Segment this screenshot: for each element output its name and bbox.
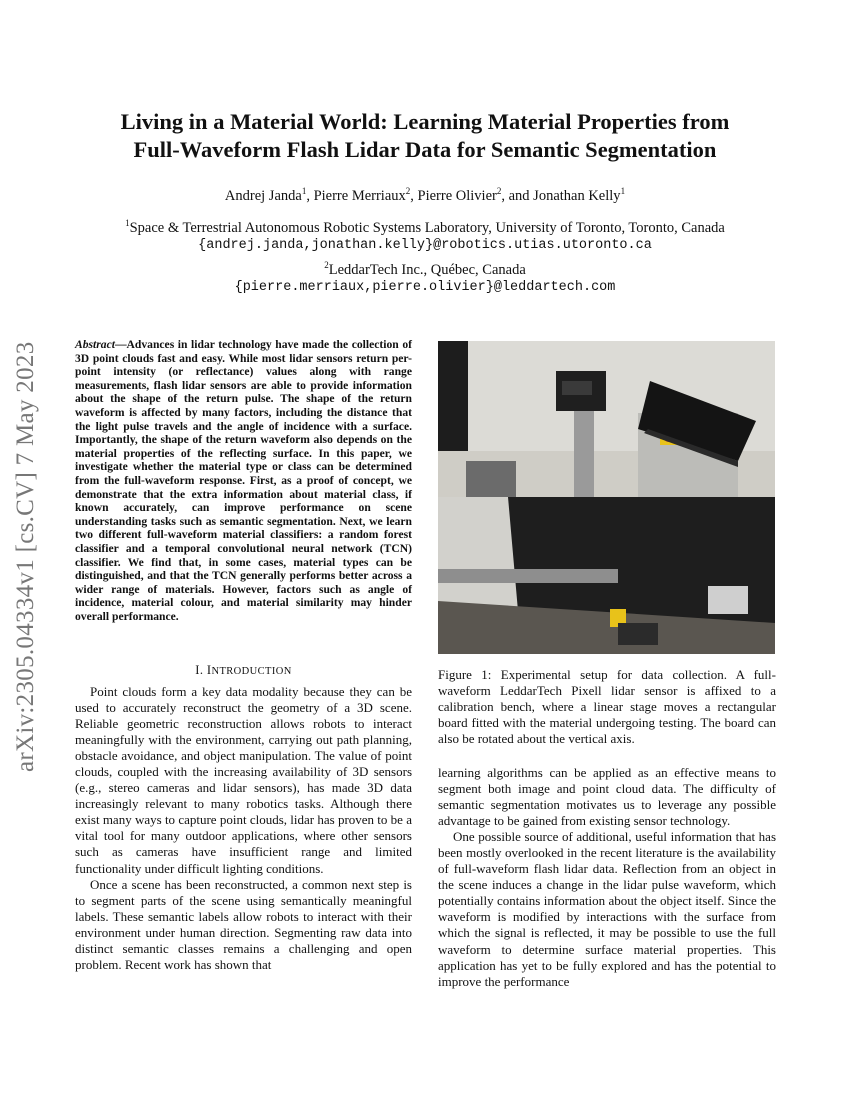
author: Andrej Janda$^1$, xyxy=(224,186,314,204)
introduction-body xyxy=(75,684,412,973)
author-list xyxy=(60,186,790,205)
figure-1-photo xyxy=(438,341,775,654)
paper-title xyxy=(60,108,790,164)
lab-setup-photo xyxy=(438,341,775,654)
abstract xyxy=(75,338,412,623)
title-line-1: Living in a Material World: Learning Material Properties from xyxy=(120,109,730,134)
title-line-2: Full-Waveform Flash Lidar Data for Semantic Segmentation xyxy=(133,137,717,162)
email-2: {pierre.merriaux,pierre.olivier}@leddartech.com xyxy=(234,280,616,295)
sensor-mount xyxy=(574,411,594,497)
pixell-lidar-icon xyxy=(708,586,748,614)
author: Jonathan Kelly$^1$ xyxy=(533,186,626,204)
figure-1-caption: Figure 1: Experimental setup for data collection. A full-waveform LeddarTech Pixell lidar sensor is affixed to a calibration bench, where a linear stage moves a rectangular board fitted with the material undergoing testing. The board can also be rotated about the vertical axis. xyxy=(438,667,776,747)
paragraph: Once a scene has been reconstructed, a common next step is to segment parts of the scene using semantically meaningful labels. These semantic labels allow robots to interact with their environment under human direction. Segmenting raw data into distinct semantic classes remains a challenging and open problem. Recent work has shown that xyxy=(75,876,412,972)
abstract-label: Abstract xyxy=(75,338,115,351)
email-1: {andrej.janda,jonathan.kelly}@robotics.utias.utoronto.ca xyxy=(198,238,652,253)
abstract-text: —Advances in lidar technology have made the collection of 3D point clouds fast and easy. While most lidar sensors return per-point intensity (or reflectance) values along with range measurements, flash lidar sensors are able to provide information about the shape of the return pulse. The shape of the return waveform is affected by many factors, including the distance that the light pulse travels and the angle of incidence with a surface. Importantly, the shape of the return waveform also depends on the material properties of the reflecting surface. In this paper, we investigate whether the material type or class can be determined from the full-waveform response. First, as a proof of concept, we demonstrate that the extra information about material class, if known accurately, can improve performance on scene understanding tasks such as semantic segmentation. Next, we learn two different full-waveform material classifiers: a random forest classifier and a temporal convolutional neural network (TCN) classifier. We find that, in some cases, material types can be distinguished, and that the TCN generally performs better across a wider range of materials. However, factors such as angle of incidence, material colour, and material similarity may hinder overall performance. xyxy=(75,338,412,623)
affiliation-1: $^1$Space & Terrestrial Autonomous Robotic Systems Laboratory, University of Toronto, Toronto, Canada xyxy=(125,218,725,236)
linear-stage xyxy=(438,569,618,583)
right-column-body xyxy=(438,765,776,990)
affiliation-2: $^2$LeddarTech Inc., Québec, Canada xyxy=(324,260,526,278)
author: Pierre Merriaux$^2$, xyxy=(313,186,418,204)
arxiv-identifier: arXiv:2305.04334v1 [cs.CV] 7 May 2023 xyxy=(12,341,39,772)
paragraph: Point clouds form a key data modality because they can be used to accurately reconstruct the geometry of a 3D scene. Reliable geometric reconstruction allows robots to interact meaningfully with the environment, carrying out path planning, obstacle avoidance, and object manipulation. The value of point clouds, coupled with the increasing availability of 3D sensors (e.g., stereo cameras and lidar sensors), has made 3D data increasingly relevant to many robotics tasks. Although there exist many ways to capture point clouds, lidar has proven to be a vital tool for many outdoor applications, where other sensors such as cameras have insufficient range and limited functionality under difficult lighting conditions. xyxy=(75,684,412,876)
paragraph: learning algorithms can be applied as an effective means to segment both image and point cloud data. The difficulty of semantic segmentation motivates us to leverage any possible advantage to be gained from existing sensor technology. xyxy=(438,765,776,829)
author: Pierre Olivier$^2$, and xyxy=(417,186,534,204)
paragraph: One possible source of additional, useful information that has been mostly overlooked in the recent literature is the availability of full-waveform flash lidar data. Reflection from an object in the scene induces a change in the lidar pulse waveform, which potentially contains information about the object itself. Since the waveform is modified by interactions with the surface from which the signal is reflected, it may be possible to use the full waveform to determine surface material properties. This application has yet to be fully explored and has the potential to improve the performance xyxy=(438,829,776,989)
section-heading-introduction: I. INTRODUCTION xyxy=(195,663,292,677)
acoustic-panel xyxy=(438,341,468,451)
